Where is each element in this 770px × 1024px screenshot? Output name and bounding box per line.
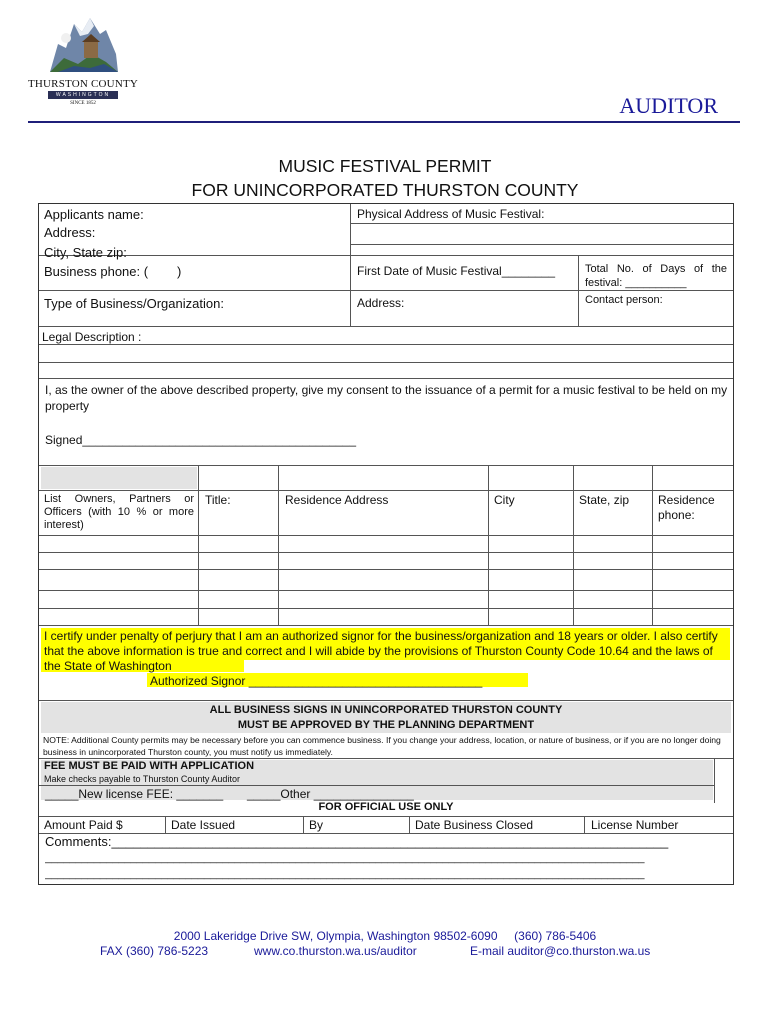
divider bbox=[39, 378, 733, 379]
fee-heading: FEE MUST BE PAID WITH APPLICATION bbox=[44, 760, 255, 772]
form-title: MUSIC FESTIVAL PERMIT bbox=[278, 156, 492, 176]
divider bbox=[39, 700, 733, 701]
divider bbox=[39, 362, 733, 363]
table-row-line bbox=[39, 535, 733, 536]
divider bbox=[39, 344, 733, 345]
business-type-label: Type of Business/Organization: bbox=[44, 296, 224, 311]
date-closed-label: Date Business Closed bbox=[415, 818, 534, 832]
header-rule bbox=[28, 121, 740, 123]
office-title: AUDITOR bbox=[619, 93, 718, 118]
divider bbox=[39, 816, 733, 817]
footer-fax: FAX (360) 786-5223 bbox=[100, 944, 209, 958]
table-row-line bbox=[39, 625, 733, 626]
by-label: By bbox=[309, 818, 324, 832]
thurston-county-logo bbox=[22, 14, 144, 106]
divider bbox=[350, 223, 733, 224]
divider bbox=[350, 244, 733, 245]
divider bbox=[278, 465, 279, 625]
license-number-label: License Number bbox=[591, 818, 679, 832]
first-date-label: First Date of Music Festival________ bbox=[357, 264, 556, 278]
signs-notice-line1: ALL BUSINESS SIGNS IN UNINCORPORATED THURSTON COUNTY bbox=[209, 704, 563, 716]
applicant-address-label: Address: bbox=[44, 225, 96, 240]
official-use-heading: FOR OFFICIAL USE ONLY bbox=[318, 801, 454, 813]
amount-paid-label: Amount Paid $ bbox=[44, 818, 123, 832]
divider bbox=[714, 758, 715, 803]
notice-note: NOTE: Additional County permits may be necessary before you can commence business. If you change your address, location, or nature of business, or if you are no longer doing business in unincorporated Thurston county, you must notify us immediately. bbox=[43, 735, 721, 757]
authorized-signor-line: Authorized Signor ___________________________________ bbox=[150, 674, 483, 688]
divider bbox=[39, 490, 733, 491]
divider bbox=[198, 465, 199, 625]
new-license-fee: _____New license FEE: _______ bbox=[45, 787, 224, 801]
divider bbox=[303, 816, 304, 833]
divider bbox=[39, 290, 733, 291]
checks-payable-text: Make checks payable to Thurston County Auditor bbox=[44, 774, 240, 784]
total-days-label: Total No. of Days of the festival: __________ bbox=[585, 263, 727, 289]
festival-address-label: Address: bbox=[357, 296, 405, 310]
signed-line: Signed_________________________________________ bbox=[45, 433, 356, 447]
county-name: THURSTON COUNTY bbox=[27, 78, 139, 90]
date-issued-label: Date Issued bbox=[171, 818, 236, 832]
table-row-line bbox=[39, 608, 733, 609]
county-seal-icon bbox=[44, 14, 122, 76]
col-city: City bbox=[494, 493, 515, 507]
divider bbox=[584, 816, 585, 833]
legal-description-label: Legal Description : bbox=[42, 330, 142, 344]
divider bbox=[488, 465, 489, 625]
divider bbox=[165, 816, 166, 833]
divider bbox=[39, 758, 733, 759]
county-since: SINCE 1852 bbox=[70, 101, 96, 106]
owner-consent-text: I, as the owner of the above described property, give my consent to the issuance of a permit for a music festival to be held on my property bbox=[45, 383, 728, 413]
table-row-line bbox=[39, 590, 733, 591]
col-title: Title: bbox=[205, 493, 231, 507]
col-state-zip: State, zip bbox=[579, 493, 630, 507]
county-subtitle: WASHINGTON bbox=[48, 91, 118, 99]
col-residence-address: Residence Address bbox=[285, 493, 389, 507]
footer-address: 2000 Lakeridge Drive SW, Olympia, Washington 98502-6090 (360) 786-5406 bbox=[173, 929, 597, 943]
divider bbox=[573, 465, 574, 625]
divider bbox=[652, 465, 653, 625]
form-subtitle: FOR UNINCORPORATED THURSTON COUNTY bbox=[191, 180, 579, 200]
physical-address-label: Physical Address of Music Festival: bbox=[357, 207, 545, 221]
comments-line: Comments:_____________________________________________________________________________ bbox=[45, 834, 669, 849]
footer-website-link[interactable]: www.co.thurston.wa.us/auditor bbox=[254, 944, 417, 958]
table-row-line bbox=[39, 569, 733, 570]
city-state-zip-label: City, State zip: bbox=[44, 245, 127, 260]
signs-notice-line2: MUST BE APPROVED BY THE PLANNING DEPARTMENT bbox=[237, 719, 535, 731]
business-phone-label: Business phone: ( ) bbox=[44, 264, 182, 279]
divider bbox=[39, 255, 733, 256]
list-owners-label: List Owners, Partners or Officers (with 10 % or more interest) bbox=[44, 493, 194, 531]
shaded-cell bbox=[41, 467, 197, 489]
divider bbox=[409, 816, 410, 833]
divider bbox=[39, 785, 715, 786]
contact-person-label: Contact person: bbox=[585, 294, 663, 306]
certification-text: I certify under penalty of perjury that I am an authorized signor for the business/organization and 18 years or older. I also certify that the above information is true and correct and I will abide by the provisions of Thurston County Code 10.64 and the laws of the State of Washington bbox=[44, 629, 718, 673]
table-row-line bbox=[39, 552, 733, 553]
other-fee: _____Other _______________ bbox=[247, 787, 414, 801]
comments-line-3: __________________________________________________________________________________________________ bbox=[45, 868, 645, 880]
col-residence-phone: Residence phone: bbox=[658, 493, 715, 522]
divider bbox=[39, 326, 733, 327]
divider bbox=[39, 465, 733, 466]
comments-line-2: __________________________________________________________________________________________________ bbox=[45, 852, 645, 864]
permit-form bbox=[38, 203, 734, 885]
applicant-name-label: Applicants name: bbox=[44, 207, 144, 222]
footer-email-link[interactable]: E-mail auditor@co.thurston.wa.us bbox=[470, 944, 651, 958]
